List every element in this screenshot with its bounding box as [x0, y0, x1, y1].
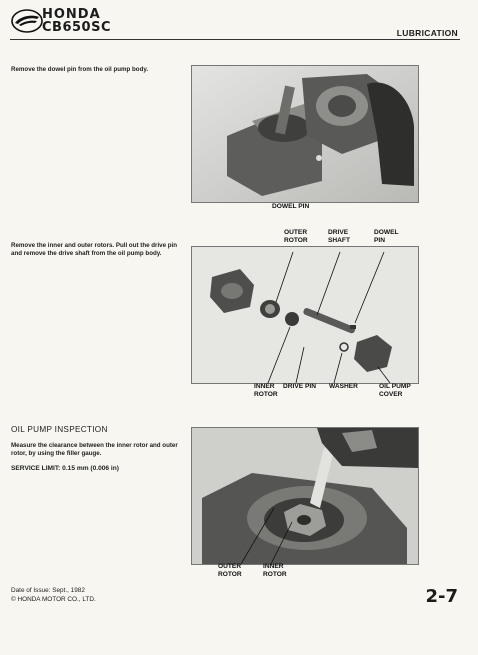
disassembly-photo	[191, 246, 419, 384]
dowel-pin-photo	[191, 65, 419, 203]
inspection-photo	[191, 427, 419, 565]
step2-text: Remove the inner and outer rotors. Pull out the drive pin and remove the drive shaft from the oil pump body.	[11, 242, 178, 257]
issue-date: Date of Issue: Sept., 1982	[11, 587, 85, 594]
label-inner-rotor: INNER ROTOR	[254, 383, 278, 398]
service-limit: SERVICE LIMIT: 0.15 mm (0.006 in)	[11, 465, 119, 472]
header-rule	[10, 39, 460, 40]
label-inner-rotor-2: INNER ROTOR	[263, 563, 287, 578]
model-name: CB650SC	[42, 20, 111, 35]
label-drive-shaft: DRIVE SHAFT	[328, 229, 350, 244]
brand-name: HONDA	[42, 7, 101, 22]
label-washer: WASHER	[329, 383, 358, 390]
copyright: © HONDA MOTOR CO., LTD.	[11, 596, 96, 603]
section-title: LUBRICATION	[396, 28, 458, 38]
label-dowel-pin: DOWEL PIN	[374, 229, 399, 244]
label-drive-pin: DRIVE PIN	[283, 383, 316, 390]
label-oil-pump-cover: OIL PUMP COVER	[379, 383, 411, 398]
dowel-pin-caption: DOWEL PIN	[272, 203, 310, 210]
honda-wing-logo	[10, 8, 44, 34]
step1-text: Remove the dowel pin from the oil pump body.	[11, 66, 149, 73]
label-outer-rotor: OUTER ROTOR	[284, 229, 308, 244]
inspection-heading: OIL PUMP INSPECTION	[11, 425, 108, 434]
page-number: 2-7	[425, 586, 458, 607]
inspection-text: Measure the clearance between the inner rotor and outer rotor, by using the filler gauge.	[11, 442, 178, 457]
label-outer-rotor-2: OUTER ROTOR	[218, 563, 242, 578]
